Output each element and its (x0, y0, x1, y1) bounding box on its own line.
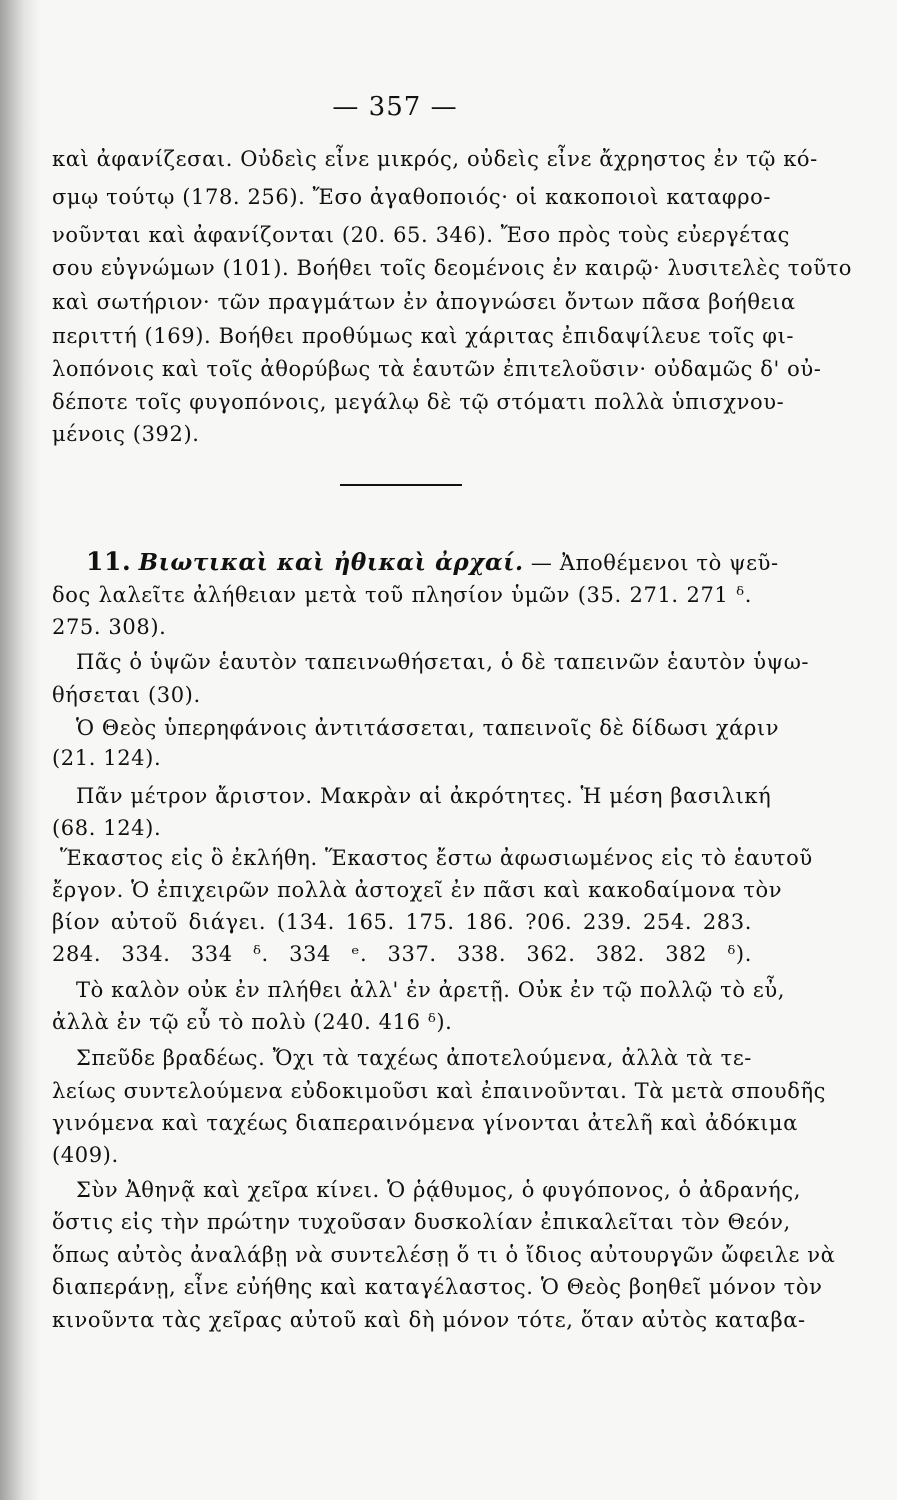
text-line: θήσεται (30). (52, 683, 201, 707)
text-line: Σὺν Ἀθηνᾷ καὶ χεῖρα κίνει. Ὁ ῥᾴθυμος, ὁ φυγόπονος, ὁ ἀδρανής, (76, 1178, 801, 1202)
text-line: κινοῦντα τὰς χεῖρας αὐτοῦ καὶ δὴ μόνον τότε, ὅταν αὐτὸς καταβα- (52, 1308, 806, 1332)
text-line: δέποτε τοῖς φυγοπόνοις, μεγάλῳ δὲ τῷ στόματι πολλὰ ὑπισχνου- (52, 390, 785, 414)
text-line: ἔργον. Ὁ ἐπιχειρῶν πολλὰ ἀστοχεῖ ἐν πᾶσι καὶ κακοδαίμονα τὸν (52, 878, 783, 902)
text-line: (21. 124). (52, 746, 162, 770)
text-line: καὶ σωτήριον· τῶν πραγμάτων ἐν ἀπογνώσει ὄντων πᾶσα βοήθεια (52, 290, 796, 314)
text-line: μένοις (392). (52, 422, 200, 446)
text-line: νοῦνται καὶ ἀφανίζονται (20. 65. 346). Ἔσο πρὸς τοὺς εὐεργέτας (52, 223, 790, 247)
text-line: λείως συντελούμενα εὐδοκιμοῦσι καὶ ἐπαινοῦνται. Τὰ μετὰ σπουδῆς (52, 1079, 827, 1103)
section-title: Βιωτικαὶ καὶ ἠθικαὶ ἀρχαί. (138, 549, 524, 576)
text-line: λοπόνοις καὶ τοῖς ἀθορύβως τὰ ἑαυτῶν ἐπιτελοῦσιν· οὐδαμῶς δ' οὐ- (52, 357, 822, 381)
text-line: βίον αὐτοῦ διάγει. (134. 165. 175. 186. ?06. 239. 254. 283. (52, 910, 752, 934)
text-line: καὶ ἀφανίζεσαι. Οὐδεὶς εἶνε μικρός, οὐδεὶς εἶνε ἄχρηστος ἐν τῷ κό- (52, 147, 818, 171)
text-line: περιττή (169). Βοήθει προθύμως καὶ χάριτας ἐπιδαψίλευε τοῖς φι- (52, 324, 795, 348)
text-line: Πᾶν μέτρον ἄριστον. Μακρὰν αἱ ἀκρότητες. Ἡ μέση βασιλική (76, 784, 772, 808)
text-line: διαπεράνῃ, εἶνε εὐήθης καὶ καταγέλαστος. Ὁ Θεὸς βοηθεῖ μόνον τὸν (52, 1275, 823, 1299)
section-lead: — Ἀποθέμενοι τὸ ψεῦ- (530, 551, 779, 575)
text-line: σμῳ τούτῳ (178. 256). Ἔσο ἀγαθοποιός· οἱ κακοποιοὶ καταφρο- (52, 185, 772, 209)
text-line: Ὁ Θεὸς ὑπερηφάνοις ἀντιτάσσεται, ταπεινοῖς δὲ δίδωσι χάριν (76, 716, 780, 740)
text-line: ὅπως αὐτὸς ἀναλάβῃ νὰ συντελέσῃ ὅ τι ὁ ἴδιος αὐτουργῶν ὤφειλε νὰ (52, 1243, 836, 1267)
section-divider (340, 484, 462, 486)
text-line: ἀλλὰ ἐν τῷ εὖ τὸ πολὺ (240. 416 ᵟ). (52, 1010, 453, 1034)
text-line: Ἕκαστος εἰς ὃ ἐκλήθη. Ἕκαστος ἔστω ἀφωσιωμένος εἰς τὸ ἑαυτοῦ (60, 846, 813, 870)
text-line: ὅστις εἰς τὴν πρώτην τυχοῦσαν δυσκολίαν ἐπικαλεῖται τὸν Θεόν, (52, 1210, 791, 1234)
section-number: 11. (86, 547, 132, 576)
text-line: Τὸ καλὸν οὐκ ἐν πλήθει ἀλλ' ἐν ἀρετῇ. Οὐκ ἐν τῷ πολλῷ τὸ εὖ, (76, 978, 786, 1002)
text-line: Πᾶς ὁ ὑψῶν ἑαυτὸν ταπεινωθήσεται, ὁ δὲ ταπεινῶν ἑαυτὸν ὑψω- (76, 650, 810, 674)
text-line: 275. 308). (52, 615, 167, 639)
text-line: γινόμενα καὶ ταχέως διαπεραινόμενα γίνονται ἀτελῆ καὶ ἀδόκιμα (52, 1111, 798, 1135)
text-line: Σπεῦδε βραδέως. Ὄχι τὰ ταχέως ἀποτελούμενα, ἀλλὰ τὰ τε- (76, 1046, 752, 1070)
section-heading (86, 547, 779, 577)
text-line: δος λαλεῖτε ἀλήθειαν μετὰ τοῦ πλησίον ὑμῶν (35. 271. 271 ᵟ. (52, 583, 752, 607)
text-line: (409). (52, 1143, 119, 1167)
text-line: (68. 124). (52, 816, 162, 840)
page-number: — 357 — (332, 92, 458, 122)
page-edge-shadow (0, 0, 40, 1500)
text-line: σου εὐγνώμων (101). Βοήθει τοῖς δεομένοις ἐν καιρῷ· λυσιτελὲς τοῦτο (52, 256, 853, 280)
text-line: 284. 334. 334 ᵟ. 334 ᵉ. 337. 338. 362. 382. 382 ᵟ). (52, 942, 752, 966)
